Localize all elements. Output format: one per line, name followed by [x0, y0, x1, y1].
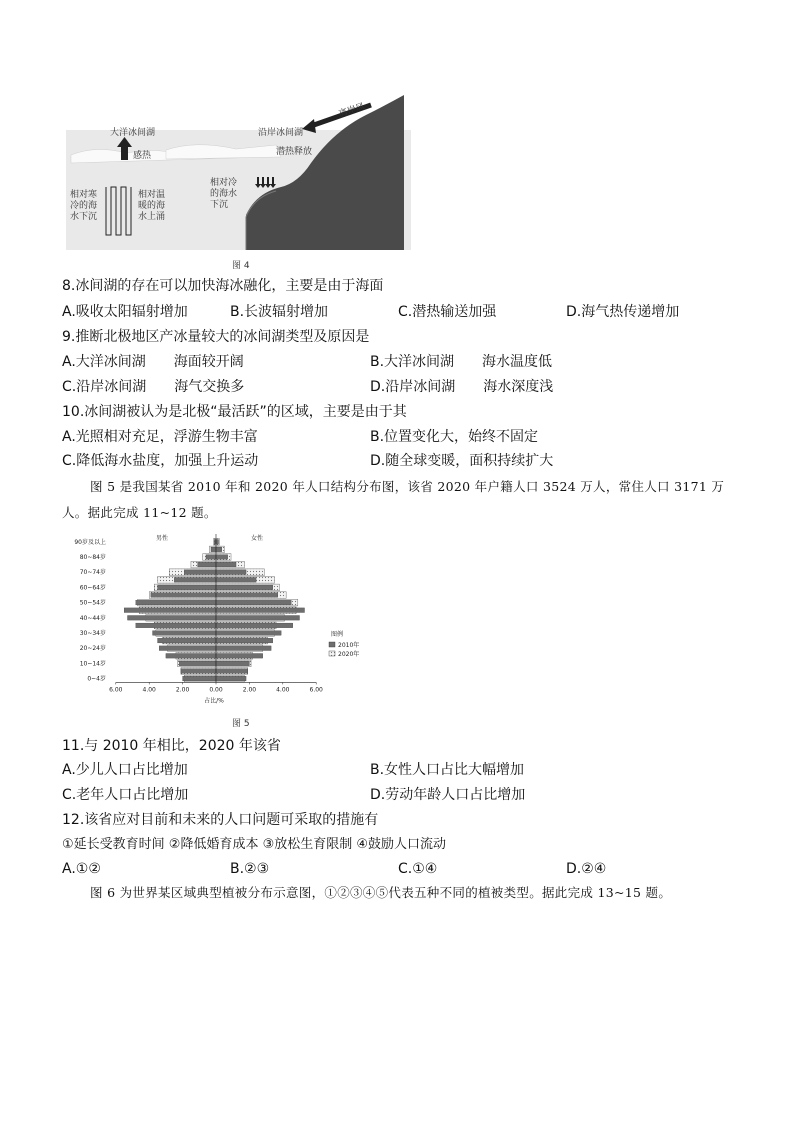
bar-2010-male [184, 570, 216, 575]
bar-2010-male [159, 646, 216, 651]
y-tick-label: 20~24岁 [79, 645, 106, 653]
question-9-option-c: C.沿岸冰间湖 海气交换多 [62, 379, 245, 395]
x-tick-label: 4.00 [142, 686, 156, 694]
legend-swatch-2020 [329, 651, 335, 656]
bar-2010-male [183, 676, 216, 681]
figure-5-population-pyramid [66, 528, 371, 713]
x-tick-label: 6.00 [309, 686, 323, 694]
figure-5-caption: 图 5 [232, 719, 250, 729]
question-12-option-b: B.②③ [230, 861, 270, 877]
bar-2010-female [216, 547, 222, 552]
bar-2010-female [216, 638, 273, 643]
question-12-option-a: A.①② [62, 861, 101, 877]
y-tick-label: 70~74岁 [79, 569, 106, 577]
bar-2010-female [216, 600, 291, 605]
y-tick-label: 80~84岁 [79, 554, 106, 561]
question-10-option-a: A.光照相对充足，浮游生物丰富 [62, 429, 258, 445]
question-10-stem: 10.冰间湖被认为是北极“最活跃”的区域，主要是由于其 [62, 404, 407, 420]
fig4-label-offshore-wind: 离岸风 [337, 101, 367, 120]
figure-4-caption: 图 4 [232, 261, 250, 271]
bar-2010-female [216, 555, 228, 560]
bar-2010-female [216, 585, 273, 590]
x-axis-label: 占比/% [204, 697, 224, 705]
bar-2010-male [151, 593, 216, 598]
bar-2010-female [216, 616, 300, 621]
question-8-option-c: C.潜热输送加强 [398, 304, 497, 320]
y-tick-label: 10~14岁 [79, 660, 106, 668]
question-12-option-c: C.①④ [398, 861, 438, 877]
x-tick-label: 0.00 [209, 686, 223, 694]
bar-2010-female [216, 540, 219, 545]
male-label: 男性 [156, 535, 169, 542]
y-tick-label: 60~64岁 [79, 584, 106, 592]
question-10-option-b: B.位置变化大，始终不固定 [370, 429, 539, 445]
bar-2010-female [216, 570, 246, 575]
bar-2010-male [124, 608, 216, 613]
bar-2010-male [198, 562, 216, 567]
question-12-measures: ①延长受教育时间 ②降低婚育成本 ③放松生育限制 ④鼓励人口流动 [62, 837, 447, 852]
x-tick-label: 2.00 [175, 686, 190, 694]
intro-figure-6: 图 6 为世界某区域典型植被分布示意图，①②③④⑤代表五种不同的植被类型。据此完成 13~15 题。 [90, 885, 672, 900]
question-9-option-a: A.大洋冰间湖 海面较开阔 [62, 354, 244, 370]
question-9-stem: 9.推断北极地区产冰量较大的冰间湖类型及原因是 [62, 329, 370, 345]
fig4-label-warm-rise: 相对温暖的海水上涌 [138, 190, 166, 222]
bar-2010-male [179, 661, 216, 666]
question-10-option-c: C.降低海水盐度，加强上升运动 [62, 453, 259, 469]
bar-2010-female [216, 676, 246, 681]
bar-2010-female [216, 654, 263, 659]
bar-2010-female [216, 669, 248, 674]
question-11-option-b: B.女性人口占比大幅增加 [370, 762, 525, 778]
female-label: 女性 [251, 535, 264, 542]
bar-2010-male [158, 585, 216, 590]
bar-2010-female [216, 578, 256, 583]
bar-2010-male [211, 547, 216, 552]
bar-2010-female [216, 623, 293, 628]
question-11-option-a: A.少儿人口占比增加 [62, 762, 188, 778]
y-tick-label: 40~44岁 [79, 614, 106, 622]
bar-2010-male [136, 600, 216, 605]
y-tick-label: 30~34岁 [79, 630, 106, 637]
question-8-stem: 8.冰间湖的存在可以加快海冰融化，主要是由于海面 [62, 278, 384, 294]
fig4-label-ocean-lake: 大洋冰间湖 [110, 128, 156, 138]
x-tick-label: 6.00 [109, 686, 123, 694]
question-12-option-d: D.②④ [566, 861, 607, 877]
question-8-option-b: B.长波辐射增加 [230, 304, 329, 320]
bar-2010-male [158, 638, 216, 643]
legend-title: 图例 [331, 631, 344, 638]
legend-label-2020: 2020年 [338, 651, 360, 658]
question-11-option-c: C.老年人口占比增加 [62, 787, 189, 803]
fig4-label-latent-heat: 潜热释放 [276, 147, 313, 157]
question-12-stem: 12.该省应对目前和未来的人口问题可采取的措施有 [62, 812, 379, 828]
bar-2010-female [216, 661, 249, 666]
bar-2010-female [216, 631, 281, 636]
bar-2010-male [174, 578, 216, 583]
question-9-option-b: B.大洋冰间湖 海水温度低 [370, 354, 553, 370]
figure-4-diagram [66, 95, 411, 250]
fig4-label-sink-water: 相对冷的海水下沉 [210, 178, 238, 210]
question-11-stem: 11.与 2010 年相比，2020 年该省 [62, 738, 281, 754]
bar-2010-male [206, 555, 216, 560]
bar-2010-male [181, 669, 216, 674]
y-tick-label: 50~54岁 [79, 599, 106, 607]
fig4-label-heat: 感热 [133, 151, 152, 161]
bar-2010-male [127, 616, 216, 621]
question-8-option-d: D.海气热传递增加 [566, 304, 680, 320]
y-tick-label: 90岁及以上 [74, 538, 106, 546]
y-tick-label: 0~4岁 [87, 675, 106, 683]
intro-figure-5: 图 5 是我国某省 2010 年和 2020 年人口结构分布图，该省 2020 年户籍人口 3524 万人，常住人口 3171 万人。据此完成 11~12 题。 [62, 479, 725, 520]
question-8-option-a: A.吸收太阳辐射增加 [62, 304, 188, 320]
fig4-label-cold-sink: 相对寒冷的海水下沉 [70, 190, 98, 222]
bar-2010-male [136, 623, 216, 628]
bar-2010-female [216, 562, 236, 567]
fig4-label-coastal-lake: 沿岸冰间湖 [258, 128, 304, 138]
legend-swatch-2010 [329, 642, 335, 647]
question-11-option-d: D.劳动年龄人口占比增加 [370, 787, 526, 803]
question-9-option-d: D.沿岸冰间湖 海水深度浅 [370, 379, 554, 395]
question-10-option-d: D.随全球变暖，面积持续扩大 [370, 453, 554, 469]
bar-2010-male [153, 631, 216, 636]
x-tick-label: 2.00 [242, 686, 257, 694]
x-tick-label: 4.00 [276, 686, 290, 694]
legend-label-2010: 2010年 [338, 642, 360, 649]
bar-2010-female [216, 646, 271, 651]
bar-2010-female [216, 593, 278, 598]
bar-2010-female [216, 608, 305, 613]
bar-2010-male [166, 654, 216, 659]
